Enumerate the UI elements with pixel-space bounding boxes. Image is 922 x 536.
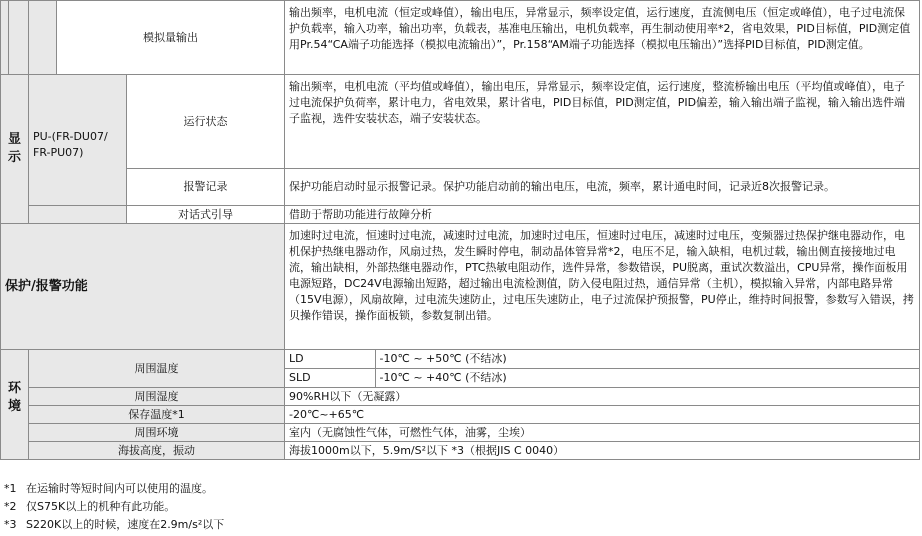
display-guide-row xyxy=(1,206,920,224)
env-char-1: 环 xyxy=(7,381,21,396)
footnote-mark: *3 xyxy=(4,518,17,531)
footnote xyxy=(4,480,224,498)
footnotes xyxy=(4,480,224,534)
env-altitude-label: 海拔高度，振动 xyxy=(29,442,285,460)
env-storage-row xyxy=(1,406,920,424)
protection-text: 加速时过电流，恒速时过电流，减速时过电流，加速时过电压，恒速时过电压，减速时过电压，变频器过热保护继电器动作，电机保护热继电器动作，风扇过热，发生瞬时停电，制动晶体管异常*2，电压不足，输入缺相，电机过载，输出侧直接接地过电流，输出缺相，外部热继电器动作，PTC热敏电阻动作，选件异常，参数错误，PU脱离，重试次数溢出，CPU异常，操作面板用电源短路，DC24V电源输出短路，超过输出电流检测值，防入侵电阻过热，通信异常（主机），模拟输入异常，内部电路异常（15V电源），风扇故障，过电流失速防止，过电压失速防止，电子过流保护预报警，PU停止，维持时间报警，参数写入错误，拷贝操作错误，操作面板锁，参数复制出错。 xyxy=(285,224,920,350)
env-char-2: 境 xyxy=(7,399,21,414)
alarm-record-text: 保护功能启动时显示报警记录。保护功能启动前的输出电压，电流，频率，累计通电时间，记录近8次报警记录。 xyxy=(285,169,920,206)
env-altitude-row xyxy=(1,442,920,460)
env-storage-value: -20℃~+65℃ xyxy=(285,406,920,424)
guide-text: 借助于帮助功能进行故障分析 xyxy=(285,206,920,224)
protection-label: 保护/报警功能 xyxy=(1,224,285,350)
footnote xyxy=(4,498,224,516)
env-humidity-value: 90%RH以下（无凝露） xyxy=(285,388,920,406)
display-unit-label: PU-(FR-DU07/ FR-PU07) xyxy=(29,75,127,206)
env-humidity-label: 周围湿度 xyxy=(29,388,285,406)
analog-output-row xyxy=(1,1,920,75)
footnote-mark: *1 xyxy=(4,482,17,495)
footnote-text: S220K以上的时候，速度在2.9m/s²以下 xyxy=(26,518,225,531)
running-status-text: 输出频率，电机电流（平均值或峰值），输出电压，异常显示，频率设定值，运行速度，整流桥输出电压（平均值或峰值），电子过电流保护负荷率，累计电力，省电效果，累计省电，PID目标值，PID测定值，PID偏差，输入输出端子监视，输入输出选件端子监视，选件安装状态，端子安装状态。 xyxy=(285,75,920,169)
protection-row xyxy=(1,224,920,350)
env-humidity-row xyxy=(1,388,920,406)
env-ambient-row xyxy=(1,424,920,442)
analog-output-text: 输出频率，电机电流（恒定或峰值），输出电压，异常显示，频率设定值，运行速度，直流侧电压（恒定或峰值），电子过电流保护负载率，输入功率，输出功率，负载表，基准电压输出，电机负载率，再生制动使用率*2，省电效果，PID目标值，PID测定值用Pr.54“CA端子功能选择（模拟电流输出）”，Pr.158“AM端子功能选择（模拟电压输出）”选择PID目标值，PID测定值。 xyxy=(285,1,920,75)
temp-value-sld: -10℃ ~ +40℃ (不结冰) xyxy=(379,371,507,384)
alarm-record-label: 报警记录 xyxy=(127,169,285,206)
display-char-2: 示 xyxy=(7,150,21,165)
spacer-cell xyxy=(9,1,29,75)
display-char-1: 显 xyxy=(7,132,21,147)
footnote-mark: *2 xyxy=(4,500,17,513)
footnote-text: 在运输时等短时间内可以使用的温度。 xyxy=(26,482,213,495)
temp-mode-ld: LD xyxy=(285,350,375,369)
spacer-cell xyxy=(29,206,127,224)
env-group-label xyxy=(1,350,29,460)
temp-mode-sld: SLD xyxy=(285,369,375,388)
spacer-cell xyxy=(29,1,57,75)
env-ambient-label: 周围环境 xyxy=(29,424,285,442)
env-storage-label: 保存温度*1 xyxy=(29,406,285,424)
temp-value-ld: -10℃ ~ +50℃ (不结冰) xyxy=(375,350,919,369)
env-altitude-value: 海拔1000m以下，5.9m/S²以下 *3（根据JIS C 0040） xyxy=(285,442,920,460)
footnote-text: 仅S75K以上的机种有此功能。 xyxy=(26,500,176,513)
guide-label: 对话式引导 xyxy=(127,206,285,224)
running-status-label: 运行状态 xyxy=(127,75,285,169)
analog-output-label: 模拟量输出 xyxy=(57,1,285,75)
env-temp-values xyxy=(285,350,920,388)
env-temp-row xyxy=(1,350,920,388)
display-group-label xyxy=(1,75,29,224)
spacer-cell xyxy=(1,1,9,75)
env-ambient-value: 室内（无腐蚀性气体，可燃性气体，油雾，尘埃） xyxy=(285,424,920,442)
env-temp-label: 周围温度 xyxy=(29,350,285,388)
display-running-row xyxy=(1,75,920,169)
display-alarm-row xyxy=(1,169,920,206)
env-temp-subtable xyxy=(285,350,919,387)
footnote xyxy=(4,516,224,534)
